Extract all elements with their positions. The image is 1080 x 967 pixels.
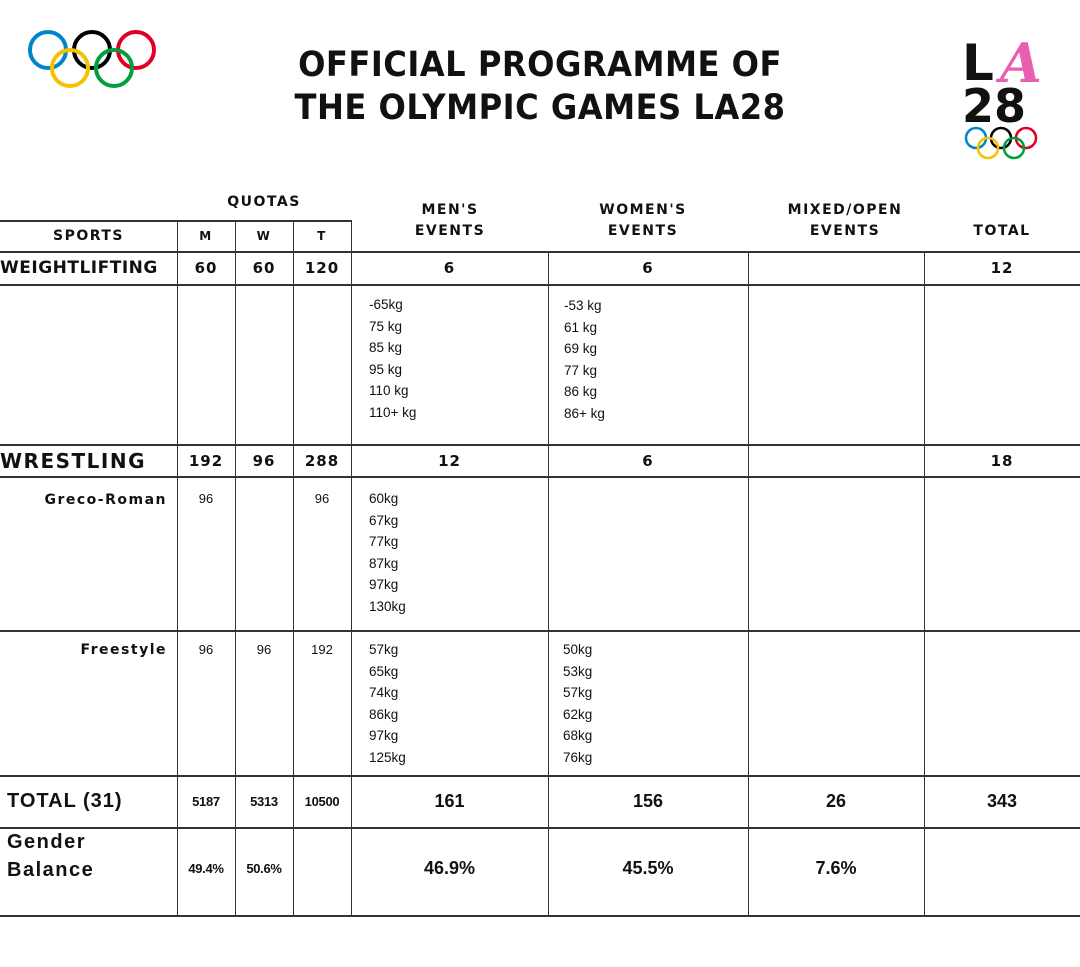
weight-category: 110+ kg [369, 404, 417, 420]
quota-m: 96 [198, 491, 214, 506]
quota-w: 60 [252, 259, 276, 277]
divider [0, 476, 1080, 478]
mens-events-list [369, 294, 416, 424]
title-line-1: OFFICIAL PROGRAMME OF [298, 45, 782, 85]
balance-mens: 46.9% [423, 857, 476, 878]
weight-category: 97kg [369, 577, 399, 593]
quota-t: 288 [304, 451, 340, 470]
weight-category: 86kg [369, 706, 399, 722]
weight-category: -65kg [369, 297, 403, 312]
quota-t: 192 [311, 642, 333, 657]
weight-category: 57kg [369, 642, 399, 657]
title-line-2: THE OLYMPIC GAMES LA28 [294, 88, 786, 128]
weight-category: 65kg [369, 663, 399, 679]
header-sports: SPORTS [52, 228, 125, 244]
header-mixed-events: MIXED/OPEN EVENTS [787, 202, 903, 239]
gender-balance-label-line1: Gender [7, 831, 87, 853]
header-womens-events: WOMEN'S EVENTS [599, 202, 687, 239]
total-all-events: 343 [986, 791, 1018, 811]
weight-category: 77 kg [564, 362, 598, 378]
weight-category: 74kg [369, 685, 399, 701]
gender-balance-label [0, 828, 177, 915]
sport-weightlifting: WEIGHTLIFTING [0, 258, 158, 278]
gender-balance-label-line2: Balance [7, 859, 95, 881]
weight-category: 60kg [369, 491, 399, 506]
total-quota-t: 10500 [304, 794, 340, 809]
header-total: TOTAL [973, 222, 1031, 239]
svg-text:L: L [962, 34, 994, 92]
weight-category: 69 kg [564, 341, 598, 357]
womens-events-list [563, 639, 592, 769]
total-events-count: 12 [990, 259, 1014, 277]
total-events-count: 18 [990, 451, 1014, 470]
weight-category: 61 kg [564, 319, 598, 335]
total-mens-events: 161 [434, 791, 465, 811]
weight-category: 67kg [369, 512, 399, 528]
divider [0, 915, 1080, 917]
weight-category: 87kg [369, 555, 399, 571]
balance-mixed: 7.6% [815, 857, 857, 878]
mens-events-list [369, 488, 406, 618]
svg-text:28: 28 [962, 79, 1027, 133]
total-label: TOTAL (31) [7, 790, 123, 812]
svg-text:A: A [1000, 31, 1042, 95]
mens-events-list [369, 639, 406, 769]
weight-category: -53 kg [564, 298, 602, 313]
total-mixed-events: 26 [825, 791, 847, 811]
mens-events-count: 6 [443, 259, 456, 277]
header-w: W [256, 229, 272, 243]
discipline-greco-roman: Greco-Roman [44, 492, 167, 508]
weight-category: 130kg [369, 598, 406, 614]
weight-category: 62kg [563, 706, 593, 722]
header-mens-events: MEN'S EVENTS [414, 202, 486, 239]
balance-womens: 45.5% [622, 857, 674, 878]
total-quota-m: 5187 [192, 794, 220, 809]
weight-category: 125kg [369, 749, 406, 765]
weight-category: 97kg [369, 728, 399, 744]
quota-w: 96 [252, 451, 276, 470]
weight-category: 95 kg [369, 361, 403, 377]
womens-events-list [564, 295, 605, 425]
divider [0, 630, 1080, 632]
weight-category: 75 kg [369, 318, 403, 334]
weight-category: 76kg [563, 749, 593, 765]
sport-wrestling: WRESTLING [0, 448, 147, 473]
quota-t: 96 [314, 491, 330, 506]
discipline-freestyle: Freestyle [80, 642, 167, 658]
mens-events-count: 12 [438, 451, 461, 470]
weight-category: 68kg [563, 728, 593, 744]
total-womens-events: 156 [632, 791, 664, 811]
weight-category: 110 kg [369, 383, 409, 399]
womens-events-count: 6 [642, 259, 654, 277]
la28-logo [960, 28, 1052, 164]
quota-t: 120 [304, 259, 340, 277]
balance-m: 49.4% [188, 860, 224, 876]
header-m: M [199, 229, 213, 243]
header-quotas: QUOTAS [227, 193, 301, 210]
quota-m: 60 [194, 259, 218, 277]
quota-w: 96 [256, 642, 272, 657]
header-t: T [317, 229, 327, 243]
total-quota-w: 5313 [250, 794, 278, 809]
weight-category: 53kg [563, 663, 593, 679]
page-title [43, 44, 1037, 130]
weight-category: 86 kg [564, 384, 598, 400]
divider [0, 284, 1080, 286]
quota-m: 192 [188, 451, 224, 470]
weight-category: 50kg [563, 642, 593, 657]
balance-w: 50.6% [246, 860, 282, 876]
weight-category: 86+ kg [564, 405, 605, 421]
quota-m: 96 [198, 642, 214, 657]
weight-category: 85 kg [369, 340, 403, 356]
weight-category: 77kg [369, 534, 399, 550]
womens-events-count: 6 [642, 451, 654, 470]
weight-category: 57kg [563, 685, 593, 701]
